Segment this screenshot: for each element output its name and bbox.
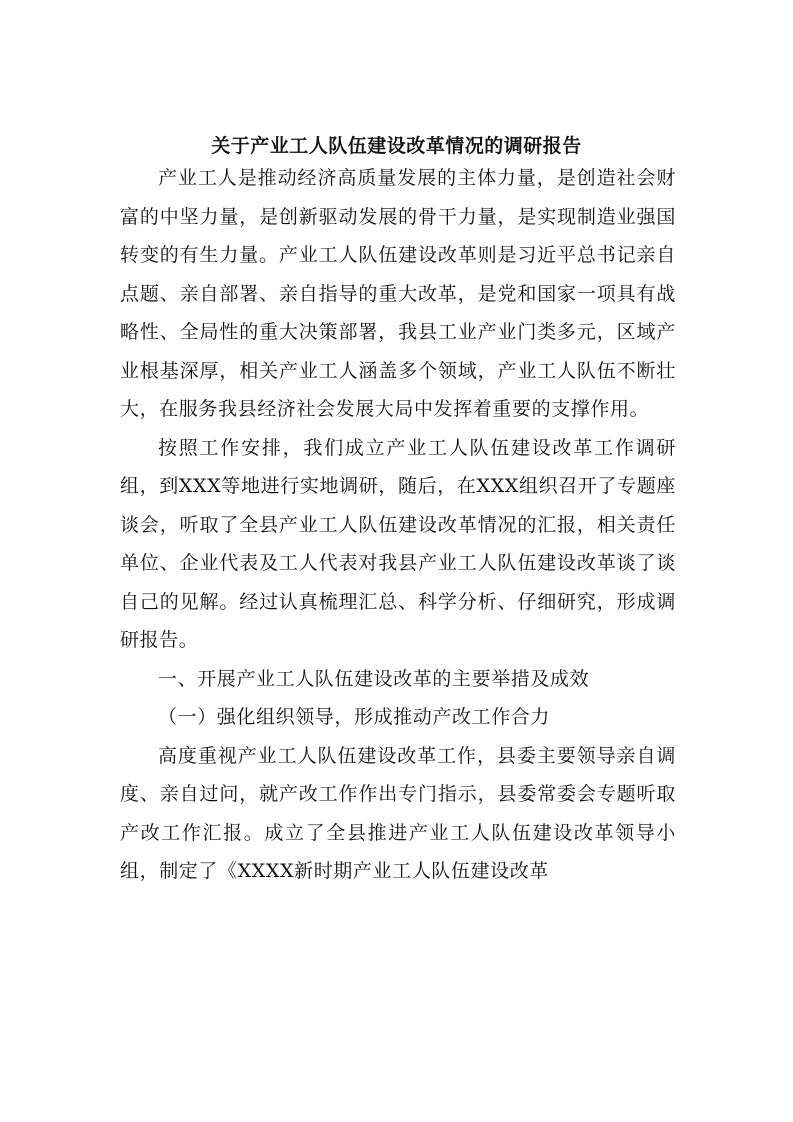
section-heading: 一、开展产业工人队伍建设改革的主要举措及成效 bbox=[158, 667, 590, 690]
subsection-heading: （一）强化组织领导，形成推动产改工作合力 bbox=[158, 706, 551, 728]
paragraph-arrangement: 按照工作安排，我们成立产业工人队伍建设改革工作调研组，到XXX等地进行实地调研，随后，在XXX组织召开了专题座谈会，听取了全县产业工人队伍建设改革情况的汇报，相关责任单位、企业代表及工人代表对我县产业工人队伍建设改革谈了谈自己的见解。经过认真梳理汇总、科学分析、仔细研究，形成调研报告。 bbox=[120, 436, 676, 651]
document-title: 关于产业工人队伍建设改革情况的调研报告 bbox=[211, 135, 582, 157]
paragraph-intro: 产业工人是推动经济高质量发展的主体力量，是创造社会财富的中坚力量，是创新驱动发展的骨干力量，是实现制造业强国转变的有生力量。产业工人队伍建设改革则是习近平总书记亲自点题、亲自部署、亲自指导的重大改革，是党和国家一项具有战略性、全局性的重大决策部署，我县工业产业门类多元，区域产业根基深厚，相关产业工人涵盖多个领域，产业工人队伍不断壮大，在服务我县经济社会发展大局中发挥着重要的支撑作用。 bbox=[120, 167, 676, 420]
paragraph-organization: 高度重视产业工人队伍建设改革工作，县委主要领导亲自调度、亲自过问，就产改工作作出专门指示，县委常委会专题听取产改工作汇报。成立了全县推进产业工人队伍建设改革领导小组，制定了《XXXX新时期产业工人队伍建设改革 bbox=[120, 744, 676, 882]
document-body bbox=[120, 159, 676, 891]
